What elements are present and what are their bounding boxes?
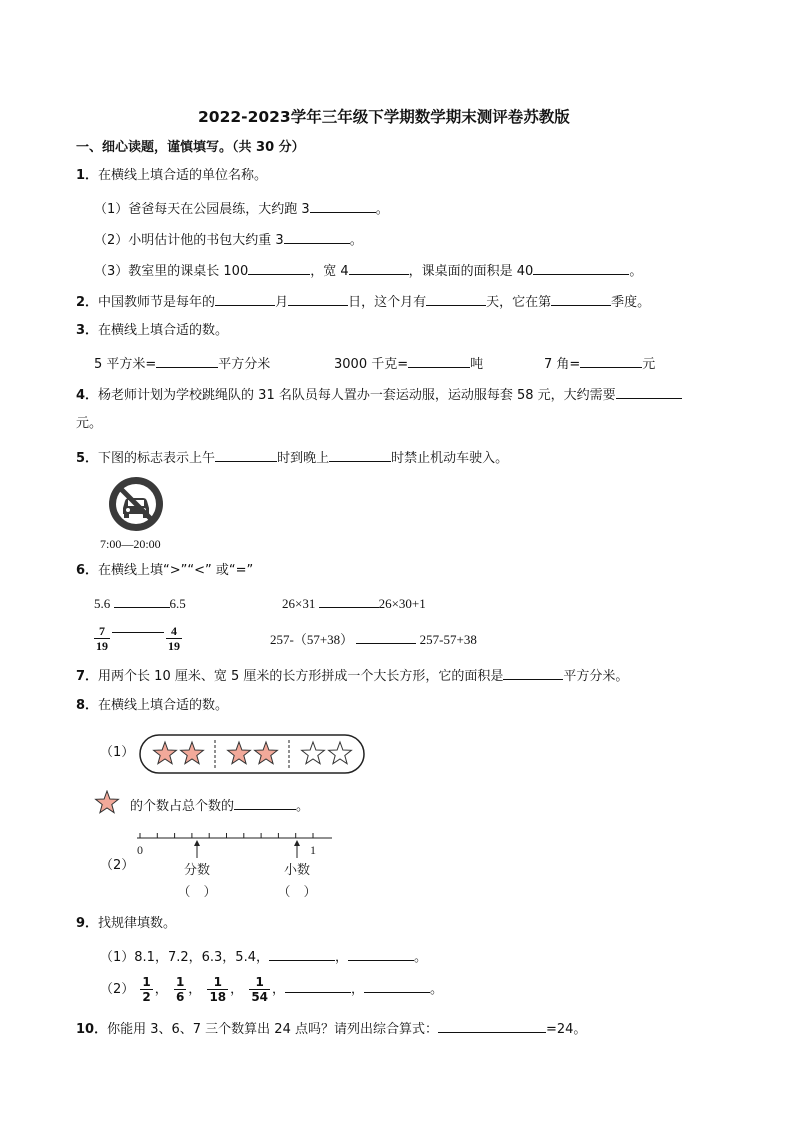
- question-3-item-2: [334, 353, 483, 374]
- question-6-a: [94, 593, 186, 613]
- number-line-one: 1: [310, 843, 316, 857]
- question-1-a: [94, 198, 389, 219]
- question-text: 下图的标志表示上午: [98, 451, 216, 466]
- question-text: 5 平方米=: [94, 357, 157, 372]
- denominator: 19: [168, 638, 180, 653]
- answer-blank[interactable]: [503, 665, 563, 680]
- question-text: 天，它在第: [486, 295, 552, 310]
- question-text: 季度。: [611, 295, 651, 310]
- empty-star-icon: [329, 742, 352, 764]
- question-number: 2．: [76, 295, 99, 310]
- question-text: （3）教室里的课桌长 100: [94, 264, 249, 279]
- question-9-a: [100, 946, 427, 967]
- question-8-1-text: [130, 795, 309, 816]
- denominator: 54: [251, 990, 269, 1004]
- empty-star-icon: [302, 742, 325, 764]
- question-number: 5．: [76, 451, 99, 466]
- answer-blank[interactable]: [112, 618, 164, 633]
- question-text: 中国教师节是每年的: [98, 295, 216, 310]
- question-number: 9．: [76, 916, 99, 931]
- question-number: 8．: [76, 698, 99, 713]
- no-vehicle-sign-icon: [104, 474, 172, 536]
- answer-blank[interactable]: [408, 353, 470, 368]
- question-number: 10．: [76, 1022, 108, 1037]
- answer-parens[interactable]: （ ）: [277, 884, 317, 899]
- star-group-figure: [138, 732, 368, 776]
- question-1-stem: [76, 167, 267, 185]
- question-text: 在横线上填合适的数。: [98, 698, 229, 713]
- question-text: 时禁止机动车驶入。: [391, 451, 509, 466]
- answer-blank[interactable]: [114, 593, 170, 608]
- question-text: 在横线上填“>”“<” 或“=”: [98, 563, 254, 578]
- question-text: 3000 千克=: [334, 357, 409, 372]
- question-9-b: [100, 973, 443, 1007]
- punct: 。: [296, 799, 310, 814]
- answer-blank[interactable]: [348, 946, 414, 961]
- answer-blank[interactable]: [356, 629, 416, 644]
- punct: ，: [351, 982, 365, 997]
- punct: ，: [334, 950, 348, 965]
- numerator: 1: [175, 975, 185, 989]
- fraction: [166, 624, 182, 653]
- question-number: 7．: [76, 669, 99, 684]
- punct: 。: [413, 950, 427, 965]
- answer-blank[interactable]: [349, 260, 409, 275]
- question-8-stem: [76, 697, 228, 715]
- answer-blank[interactable]: [285, 978, 351, 993]
- fraction: [94, 624, 110, 653]
- question-6-c: [92, 618, 184, 653]
- question-text: （1）爸爸每天在公园晨练，大约跑 3: [94, 202, 310, 217]
- answer-blank[interactable]: [438, 1018, 546, 1033]
- question-8-label-2: （2）: [100, 858, 135, 873]
- answer-blank[interactable]: [580, 353, 642, 368]
- question-text: 平方分米: [218, 357, 271, 372]
- decimal-label: 小数: [283, 862, 311, 877]
- answer-parens[interactable]: （ ）: [177, 884, 217, 899]
- punct: ，: [154, 982, 168, 997]
- question-text: 杨老师计划为学校跳绳队的 31 名队员每人置办一套运动服，运动服每套 58 元，大约需要: [98, 388, 616, 403]
- answer-blank[interactable]: [319, 593, 379, 608]
- question-1-b: [94, 229, 363, 250]
- denominator: 18: [209, 990, 227, 1004]
- answer-blank[interactable]: [533, 260, 629, 275]
- question-2: [76, 291, 650, 312]
- punct: 。: [430, 982, 444, 997]
- question-number: 4．: [76, 388, 99, 403]
- punct: 。: [629, 264, 643, 279]
- question-6-d: [270, 629, 477, 649]
- question-3-item-3: [544, 353, 655, 374]
- question-text: 时到晚上: [277, 451, 330, 466]
- question-5: [76, 447, 508, 468]
- filled-star-icon: [94, 790, 120, 816]
- answer-blank[interactable]: [551, 291, 611, 306]
- question-text: 26×30+1: [378, 596, 426, 611]
- answer-blank[interactable]: [364, 978, 430, 993]
- denominator: 2: [142, 990, 151, 1004]
- question-3-stem: [76, 322, 228, 340]
- question-number: 6．: [76, 563, 99, 578]
- numerator: 1: [207, 975, 228, 990]
- fraction-label: 分数: [183, 862, 211, 877]
- numerator: 1: [142, 975, 151, 989]
- punct: ，: [272, 982, 286, 997]
- question-text: =24。: [545, 1022, 587, 1037]
- question-text: 找规律填数。: [98, 916, 177, 931]
- question-text: 元: [642, 357, 656, 372]
- question-6-b: [282, 593, 426, 613]
- question-4-line-1: [76, 384, 682, 405]
- answer-blank[interactable]: [269, 946, 335, 961]
- question-text: 日，这个月有: [348, 295, 427, 310]
- question-7: [76, 665, 628, 686]
- question-text: （2）: [100, 982, 135, 997]
- answer-blank[interactable]: [329, 447, 391, 462]
- numerator: 1: [249, 975, 270, 990]
- question-text: 用两个长 10 厘米、宽 5 厘米的长方形拼成一个大长方形，它的面积是: [98, 669, 504, 684]
- numerator: 7: [94, 624, 110, 639]
- numerator: 4: [166, 624, 182, 639]
- filled-star-icon: [228, 742, 251, 764]
- question-3-item-1: [94, 353, 270, 374]
- question-text: 6.5: [169, 596, 186, 611]
- question-text: 257-57+38: [419, 632, 477, 647]
- answer-blank[interactable]: [284, 229, 350, 244]
- question-number: 1．: [76, 168, 99, 183]
- punct: ，: [188, 982, 202, 997]
- answer-blank[interactable]: [215, 447, 277, 462]
- punct: 。: [349, 233, 363, 248]
- punct: ，: [230, 982, 244, 997]
- answer-blank[interactable]: [248, 260, 310, 275]
- question-9-stem: [76, 915, 176, 933]
- question-text: 平方分米。: [563, 669, 629, 684]
- page-title: 2022-2023学年三年级下学期数学期末测评卷苏教版: [198, 108, 570, 126]
- question-text: 26×31: [282, 596, 316, 611]
- question-text: （2）小明估计他的书包大约重 3: [94, 233, 284, 248]
- question-text: （1）8.1，7.2，6.3，5.4，: [100, 950, 269, 965]
- question-text: ，课桌面的面积是 40: [408, 264, 534, 279]
- question-text: 7 角=: [544, 357, 581, 372]
- question-number: 3．: [76, 323, 99, 338]
- answer-blank[interactable]: [234, 795, 296, 810]
- fraction: [249, 975, 270, 1004]
- answer-blank[interactable]: [616, 384, 682, 399]
- answer-blank[interactable]: [288, 291, 348, 306]
- section-heading: 一、细心读题，谨慎填写。（共 30 分）: [76, 140, 305, 155]
- question-text: 吨: [470, 357, 484, 372]
- denominator: 19: [96, 638, 108, 653]
- fraction: [140, 975, 152, 1004]
- fraction: [207, 975, 228, 1004]
- question-10: [76, 1018, 586, 1039]
- answer-blank[interactable]: [156, 353, 218, 368]
- filled-star-icon: [181, 742, 204, 764]
- question-text: ，宽 4: [310, 264, 349, 279]
- question-text: 月: [275, 295, 289, 310]
- question-1-c: [94, 260, 642, 281]
- answer-blank[interactable]: [310, 198, 376, 213]
- fraction: [174, 975, 186, 1004]
- punct: 。: [375, 202, 389, 217]
- question-text: 5.6: [94, 596, 111, 611]
- question-4-line-2: 元。: [76, 416, 103, 431]
- question-text: 的个数占总个数的: [130, 799, 235, 814]
- filled-star-icon: [255, 742, 278, 764]
- denominator: 6: [175, 990, 185, 1004]
- question-8-label-1: （1）: [100, 745, 135, 760]
- question-text: 你能用 3、6、7 三个数算出 24 点吗？请列出综合算式：: [107, 1022, 438, 1037]
- number-line-figure: [132, 826, 342, 902]
- answer-blank[interactable]: [426, 291, 486, 306]
- number-line-zero: 0: [137, 843, 143, 857]
- answer-blank[interactable]: [215, 291, 275, 306]
- question-text: 在横线上填合适的单位名称。: [98, 168, 268, 183]
- question-text: 在横线上填合适的数。: [98, 323, 229, 338]
- question-6-stem: [76, 562, 253, 580]
- sign-time-label: 7:00—20:00: [100, 537, 161, 551]
- question-text: 257-（57+38）: [270, 632, 354, 647]
- filled-star-icon: [154, 742, 177, 764]
